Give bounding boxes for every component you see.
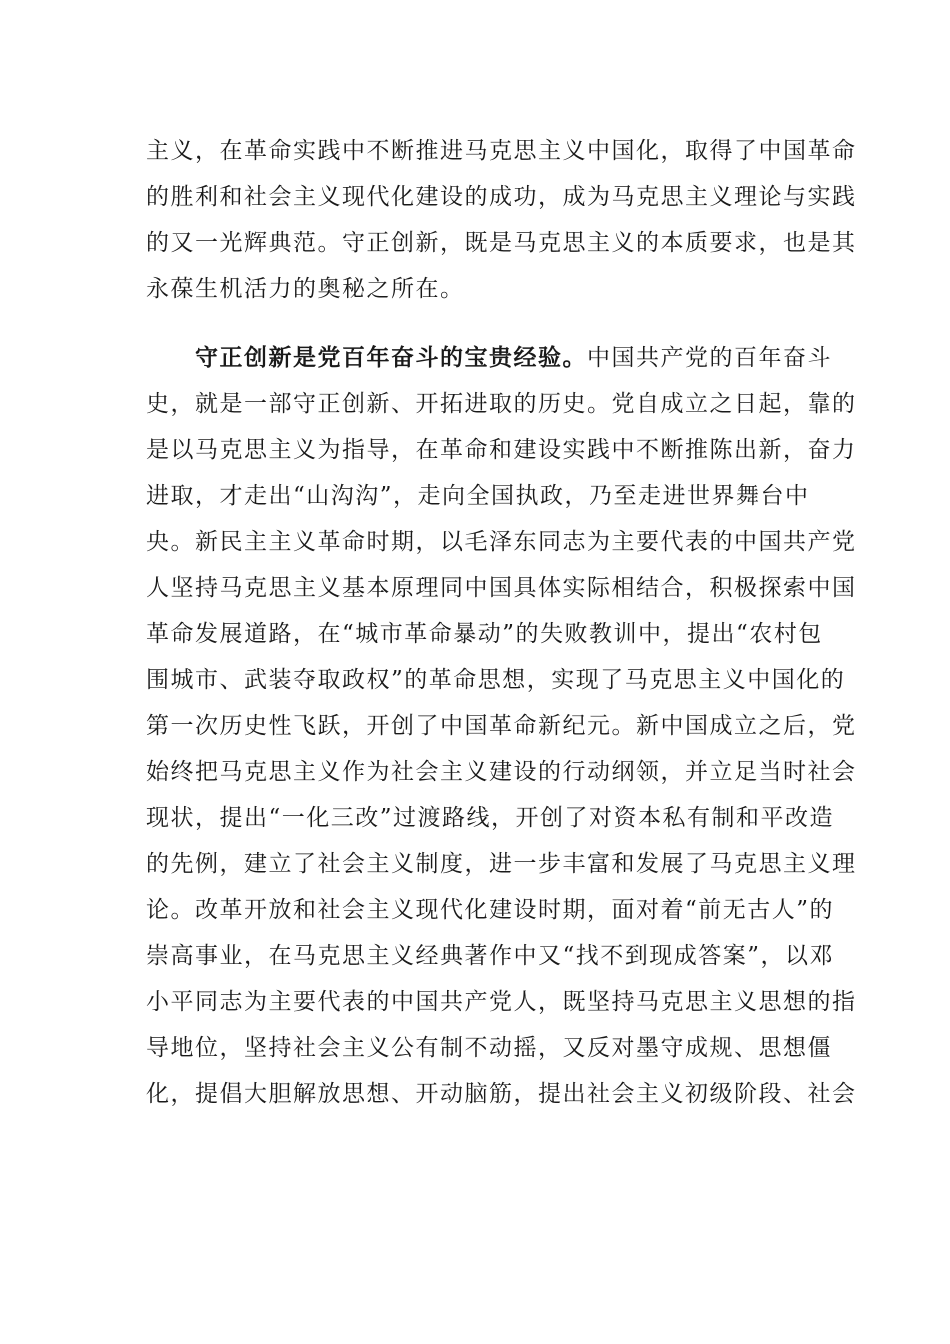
paragraph-2-line: 革命发展道路，在“城市革命暴动”的失败教训中，提出“农村包 <box>146 621 823 647</box>
paragraph-1-line: 永葆生机活力的奥秘之所在。 <box>146 276 465 302</box>
paragraph-2-line: 崇高事业，在马克思主义经典著作中又“找不到现成答案”，以邓 <box>146 943 835 969</box>
paragraph-2-line: 论。改革开放和社会主义现代化建设时期，面对着“前无古人”的 <box>146 897 835 923</box>
paragraph-1-line: 的又一光辉典范。守正创新，既是马克思主义的本质要求，也是其 <box>146 230 857 256</box>
paragraph-2-line: 的先例，建立了社会主义制度，进一步丰富和发展了马克思主义理 <box>146 851 857 877</box>
paragraph-1-line: 主义，在革命实践中不断推进马克思主义中国化，取得了中国革命 <box>146 138 857 164</box>
paragraph-2-line: 化，提倡大胆解放思想、开动脑筋，提出社会主义初级阶段、社会 <box>146 1081 857 1107</box>
paragraph-2-first-line-rest: 中国共产党的百年奋斗 <box>587 345 832 371</box>
paragraph-2-line: 导地位，坚持社会主义公有制不动摇，又反对墨守成规、思想僵 <box>146 1035 832 1061</box>
paragraph-2-line: 现状，提出“一化三改”过渡路线，开创了对资本私有制和平改造 <box>146 805 835 831</box>
paragraph-2-line: 第一次历史性飞跃，开创了中国革命新纪元。新中国成立之后，党 <box>146 713 857 739</box>
paragraph-2-line: 进取，才走出“山沟沟”，走向全国执政，乃至走进世界舞台中 <box>146 483 810 509</box>
paragraph-1 <box>146 128 857 312</box>
paragraph-2-lead-heading: 守正创新是党百年奋斗的宝贵经验。 <box>195 344 587 371</box>
paragraph-2-line: 史，就是一部守正创新、开拓进取的历史。党自成立之日起，靠的 <box>146 391 857 417</box>
paragraph-2-line: 围城市、武装夺取政权”的革命思想，实现了马克思主义中国化的 <box>146 667 846 693</box>
paragraph-2-line: 央。新民主主义革命时期，以毛泽东同志为主要代表的中国共产党 <box>146 529 857 555</box>
paragraph-2 <box>146 335 857 1117</box>
paragraph-2-first-line <box>146 335 832 381</box>
paragraph-2-line: 人坚持马克思主义基本原理同中国具体实际相结合，积极探索中国 <box>146 575 857 601</box>
paragraph-2-line: 小平同志为主要代表的中国共产党人，既坚持马克思主义思想的指 <box>146 989 857 1015</box>
paragraph-1-line: 的胜利和社会主义现代化建设的成功，成为马克思主义理论与实践 <box>146 184 857 210</box>
paragraph-2-line: 是以马克思主义为指导，在革命和建设实践中不断推陈出新，奋力 <box>146 437 857 463</box>
paragraph-2-line: 始终把马克思主义作为社会主义建设的行动纲领，并立足当时社会 <box>146 759 857 785</box>
